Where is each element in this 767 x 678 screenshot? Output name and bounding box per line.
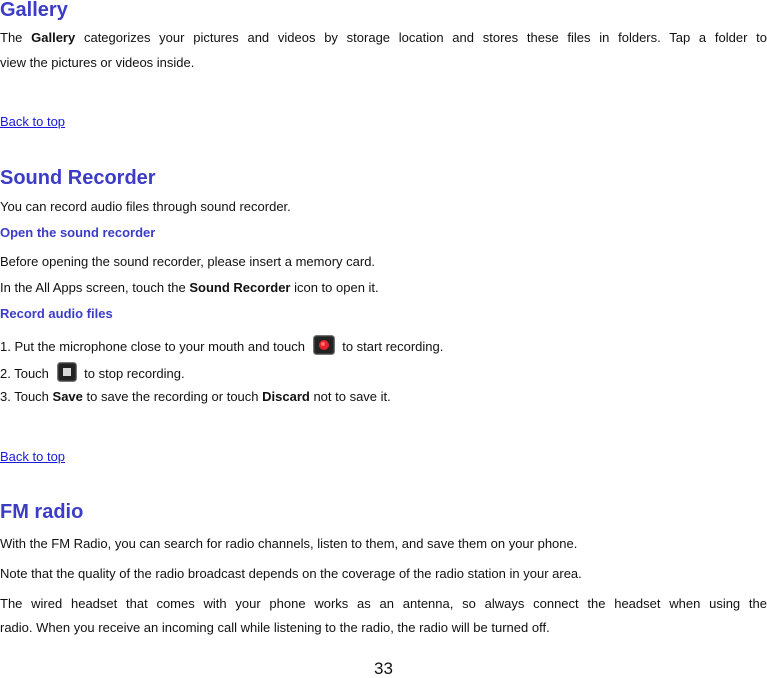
fm-radio-p3-line1: The wired headset that comes with your phone works as an antenna, so always connect the headset when using the xyxy=(0,596,767,611)
fm-radio-p3-line2: radio. When you receive an incoming call while listening to the radio, the radio will be turned off. xyxy=(0,620,550,635)
back-to-top-link-1[interactable]: Back to top xyxy=(0,114,66,129)
fm-radio-p2: Note that the quality of the radio broadcast depends on the coverage of the radio station in your area. xyxy=(0,566,582,581)
step-3: 3. Touch Save to save the recording or touch Discard not to save it. xyxy=(0,389,391,404)
gallery-bold-term: Gallery xyxy=(31,30,76,45)
open-recorder-subheading: Open the sound recorder xyxy=(0,225,156,240)
stop-icon xyxy=(57,362,77,386)
back-to-top-link-2[interactable]: Back to top xyxy=(0,449,66,464)
fm-radio-heading: FM radio xyxy=(0,501,84,523)
gallery-paragraph-line2: view the pictures or videos inside. xyxy=(0,55,195,70)
open-recorder-p1: Before opening the sound recorder, please insert a memory card. xyxy=(0,254,376,269)
fm-radio-p1: With the FM Radio, you can search for radio channels, listen to them, and save them on your phone. xyxy=(0,536,578,551)
record-icon xyxy=(313,335,335,359)
open-recorder-p2: In the All Apps screen, touch the Sound Recorder icon to open it. xyxy=(0,280,379,295)
sound-recorder-heading: Sound Recorder xyxy=(0,167,156,189)
page-number: 33 xyxy=(374,659,393,678)
record-files-subheading: Record audio files xyxy=(0,306,113,321)
gallery-paragraph-line1: The Gallery categorizes your pictures and videos by storage location and stores these files in folders. Tap a folder to xyxy=(0,30,767,45)
gallery-heading: Gallery xyxy=(0,0,68,21)
step-2: 2. Touch to stop recording. xyxy=(0,362,185,386)
step-1: 1. Put the microphone close to your mouth and touch to start recording. xyxy=(0,335,443,359)
sound-recorder-intro: You can record audio files through sound recorder. xyxy=(0,199,291,214)
